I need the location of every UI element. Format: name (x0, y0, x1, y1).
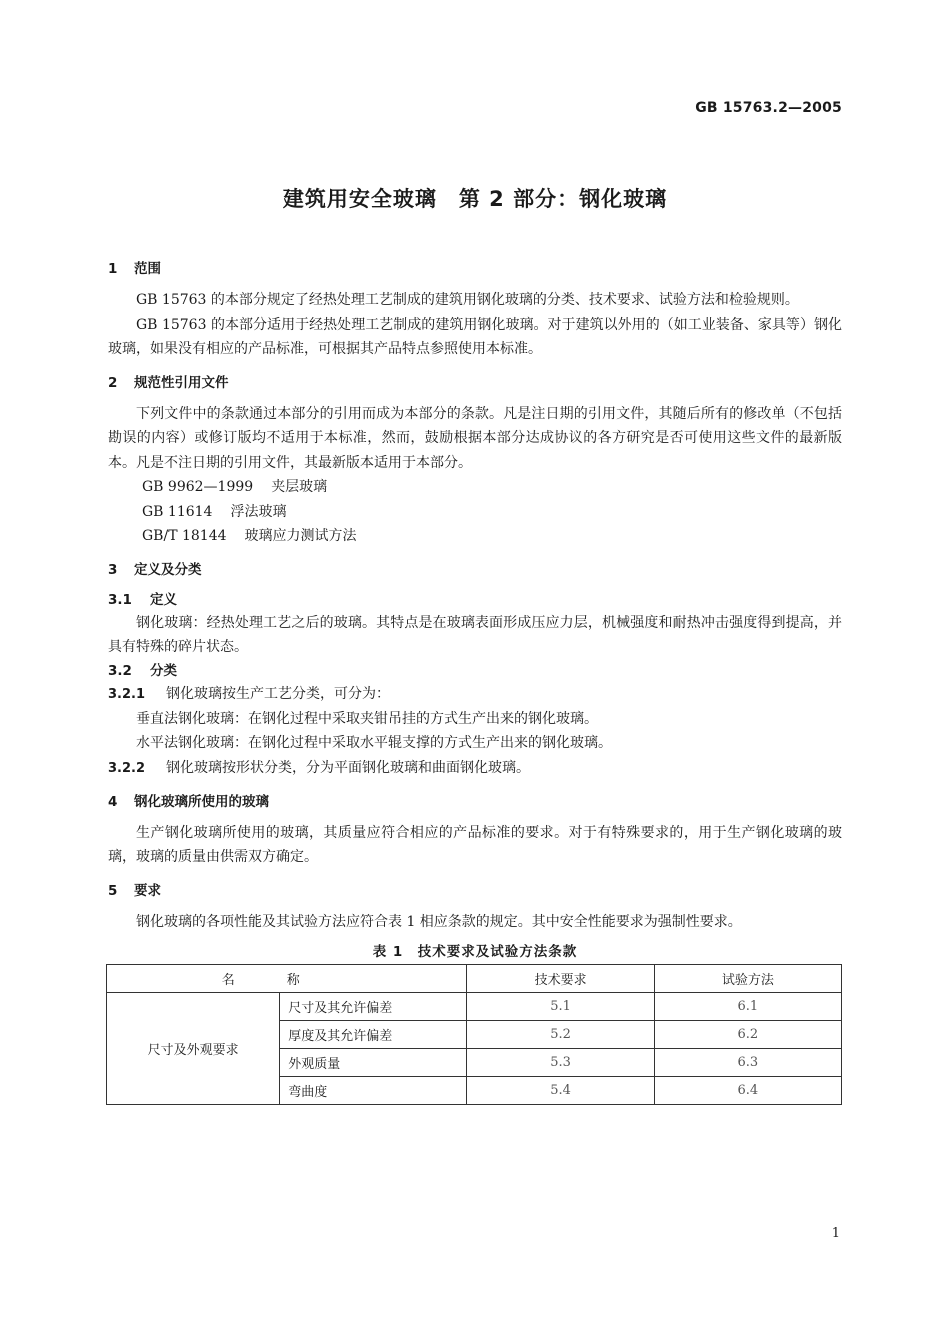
header-requirement: 技术要求 (467, 965, 654, 993)
reference-item (108, 475, 842, 500)
reference-code: GB 11614 (142, 503, 213, 520)
reference-item (108, 524, 842, 549)
header-method: 试验方法 (654, 965, 841, 993)
reference-name: 夹层玻璃 (271, 479, 328, 495)
section-number: 3 (108, 561, 118, 578)
subsection-title: 定义 (150, 591, 177, 608)
clause-3-2-2 (108, 756, 842, 781)
section-1-heading (108, 258, 842, 280)
clause-text: 钢化玻璃按生产工艺分类，可分为： (166, 685, 390, 702)
item-cell: 厚度及其允许偏差 (280, 1021, 467, 1049)
requirements-table (106, 964, 842, 1105)
reference-name: 玻璃应力测试方法 (244, 528, 357, 544)
requirement-cell: 5.1 (467, 993, 654, 1021)
section-title: 要求 (134, 882, 161, 899)
section-title: 规范性引用文件 (134, 374, 229, 391)
subsection-number: 3.1 (108, 591, 132, 608)
table-caption: 表 1 技术要求及试验方法条款 (372, 944, 578, 960)
section-2-heading (108, 372, 842, 394)
reference-item (108, 500, 842, 525)
paragraph: 垂直法钢化玻璃：在钢化过程中采取夹钳吊挂的方式生产出来的钢化玻璃。 (136, 710, 598, 727)
page-number: 1 (831, 1226, 840, 1241)
section-number: 1 (108, 261, 118, 277)
subsection-title: 分类 (150, 662, 177, 679)
paragraph: 生产钢化玻璃所使用的玻璃，其质量应符合相应的产品标准的要求。对于有特殊要求的，用于生产钢化玻璃的玻璃，玻璃的质量由供需双方确定。 (108, 824, 842, 865)
method-cell: 6.4 (654, 1077, 841, 1105)
subsection-number: 3.2 (108, 662, 132, 679)
clause-3-2-1 (108, 682, 842, 707)
reference-name: 浮法玻璃 (230, 503, 287, 520)
section-title: 范围 (134, 261, 161, 277)
paragraph: 钢化玻璃：经热处理工艺之后的玻璃。其特点是在玻璃表面形成压应力层，机械强度和耐热冲击强度得到提高，并具有特殊的碎片状态。 (108, 614, 842, 655)
paragraph: GB 15763 的本部分规定了经热处理工艺制成的建筑用钢化玻璃的分类、技术要求、试验方法和检验规则。 (136, 292, 799, 308)
section-title: 定义及分类 (134, 561, 202, 578)
table-row (107, 993, 842, 1021)
section-number: 5 (108, 882, 118, 899)
section-5-heading (108, 880, 842, 902)
reference-code: GB/T 18144 (142, 528, 227, 544)
method-cell: 6.1 (654, 993, 841, 1021)
requirement-cell: 5.4 (467, 1077, 654, 1105)
item-cell: 尺寸及其允许偏差 (280, 993, 467, 1021)
group-cell: 尺寸及外观要求 (107, 993, 280, 1105)
header-name: 名称 (107, 965, 467, 993)
paragraph: 下列文件中的条款通过本部分的引用而成为本部分的条款。凡是注日期的引用文件，其随后所有的修改单（不包括勘误的内容）或修订版均不适用于本标准，然而，鼓励根据本部分达成协议的各方研究是否可使用这些文件的最新版本。凡是不注日期的引用文件，其最新版本适用于本部分。 (108, 405, 842, 471)
clause-number: 3.2.2 (108, 760, 146, 776)
clause-number: 3.2.1 (108, 686, 146, 702)
paragraph: 钢化玻璃的各项性能及其试验方法应符合表 1 相应条款的规定。其中安全性能要求为强制性要求。 (136, 913, 742, 930)
standard-code: GB 15763.2—2005 (695, 100, 842, 116)
method-cell: 6.3 (654, 1049, 841, 1077)
subsection-3-1-heading (108, 589, 842, 611)
requirement-cell: 5.3 (467, 1049, 654, 1077)
reference-code: GB 9962—1999 (142, 479, 254, 495)
item-cell: 外观质量 (280, 1049, 467, 1077)
method-cell: 6.2 (654, 1021, 841, 1049)
table-header-row (107, 965, 842, 993)
paragraph: GB 15763 的本部分适用于经热处理工艺制成的建筑用钢化玻璃。对于建筑以外用的（如工业装备、家具等）钢化玻璃，如果没有相应的产品标准，可根据其产品特点参照使用本标准。 (108, 316, 842, 357)
paragraph: 水平法钢化玻璃：在钢化过程中采取水平辊支撑的方式生产出来的钢化玻璃。 (136, 735, 612, 751)
document-body (108, 258, 842, 1105)
subsection-3-2-heading (108, 660, 842, 682)
clause-text: 钢化玻璃按形状分类，分为平面钢化玻璃和曲面钢化玻璃。 (166, 759, 530, 776)
section-title: 钢化玻璃所使用的玻璃 (134, 793, 269, 810)
requirement-cell: 5.2 (467, 1021, 654, 1049)
section-number: 2 (108, 374, 118, 391)
item-cell: 弯曲度 (280, 1077, 467, 1105)
section-number: 4 (108, 793, 118, 810)
section-4-heading (108, 791, 842, 813)
section-3-heading (108, 559, 842, 581)
document-title: 建筑用安全玻璃 第 2 部分：钢化玻璃 (282, 187, 668, 211)
